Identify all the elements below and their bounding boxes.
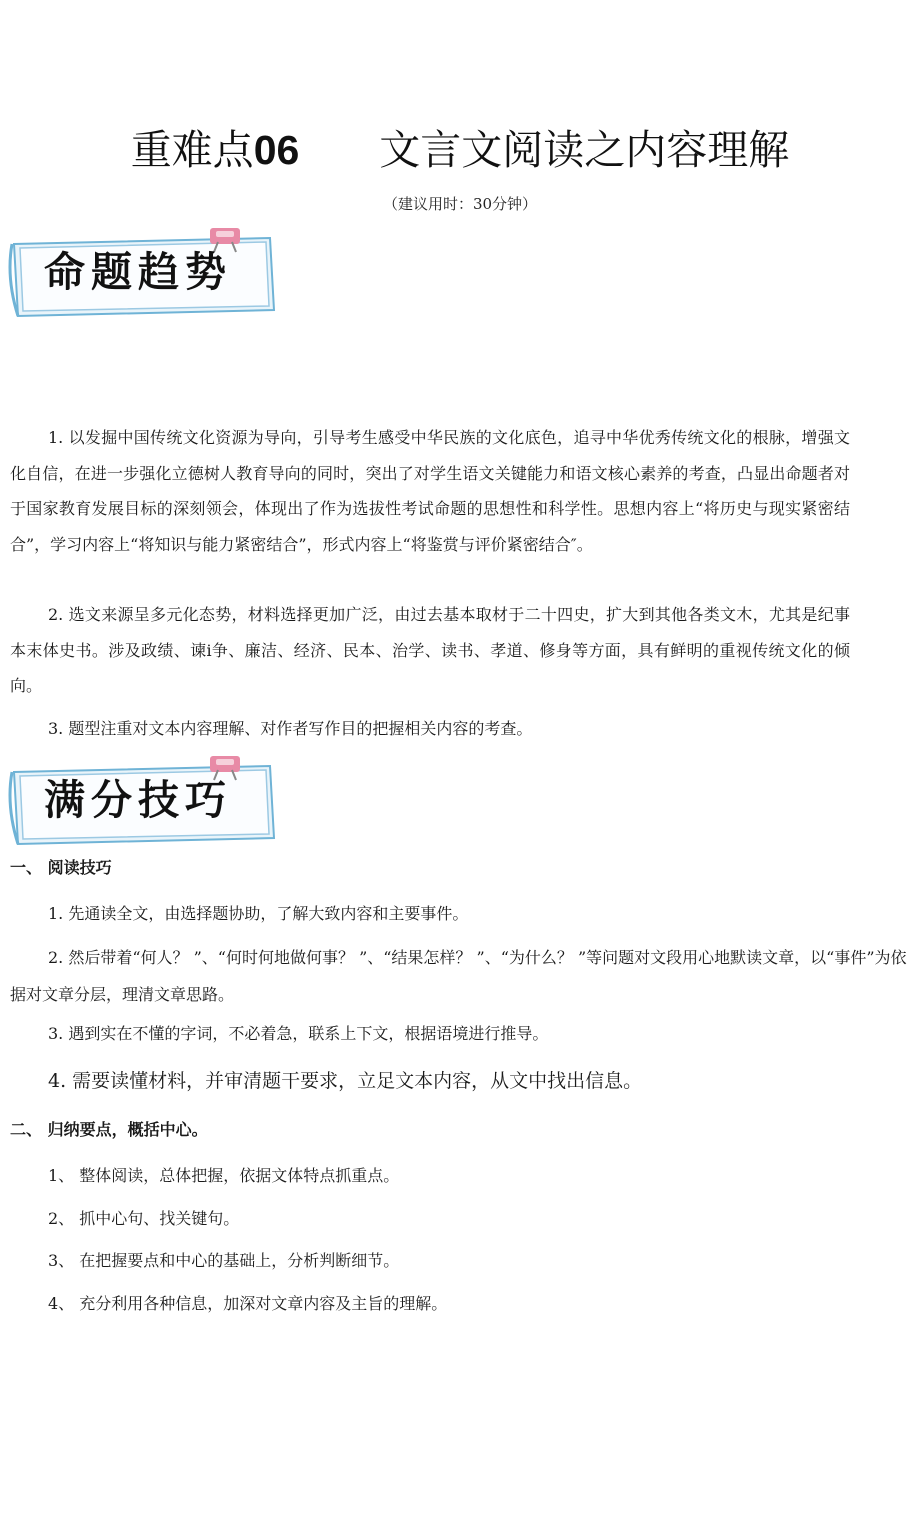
skill-item-4: 4. 需要读懂材料，并审清题干要求，立足文本内容，从文中找出信息。	[48, 1070, 643, 1092]
page-title	[0, 124, 920, 176]
trend-paragraph-2: 2. 选文来源呈多元化态势，材料选择更加广泛，由过去基本取材于二十四史，扩大到其他各类文木，尤其是纪事本末体史书。涉及政绩、谏i争、廉洁、经济、民本、治学、读书、孝道、修身等方面，具有鲜明的重视传统文化的倾向。	[10, 605, 850, 695]
section-heading-summarize: 二、 归纳要点，概括中心。	[10, 1120, 208, 1139]
summary-item-1: 1、 整体阅读，总体把握，依据文体特点抓重点。	[48, 1166, 400, 1185]
skill-item-1: 1. 先通读全文，由选择题协助，了解大致内容和主要事件。	[48, 904, 469, 923]
suggested-time: （建议用时：30分钟）	[382, 195, 538, 213]
summary-item-3: 3、 在把握要点和中心的基础上，分析判断细节。	[48, 1251, 400, 1270]
title-prefix: 重难点	[130, 126, 254, 174]
trend-paragraph-1: 1. 以发掘中国传统文化资源为导向，引导考生感受中华民族的文化底色，追寻中华优秀传统文化的根脉，增强文化自信，在进一步强化立德树人教育导向的同时，突出了对学生语文关键能力和语文核心素养的考查，凸显出命题者对于国家教育发展目标的深刻领会，体现出了作为选拔性考试命题的思想性和科学性。思想内容上“将历史与现实紧密结合”，学习内容上“将知识与能力紧密结合”，形式内容上“将鉴赏与评价紧密结合″。	[10, 428, 850, 554]
summary-item-2: 2、 抓中心句、找关键句。	[48, 1209, 240, 1228]
skill-item-2: 2. 然后带着“何人？ ”、“何时何地做何事？ ”、“结果怎样？ ”、“为什么？ ”等问题对文段用心地默读文章，以“事件”为依据对文章分层，理清文章思路。	[10, 948, 907, 1004]
banner-trend-label: 命题趋势	[44, 248, 232, 296]
banner-skills	[8, 756, 280, 846]
trend-paragraph-3: 3. 题型注重对文本内容理解、对作者写作目的把握相关内容的考查。	[48, 719, 533, 738]
title-main: 文言文阅读之内容理解	[379, 126, 790, 174]
section-heading-reading-skills: 一、 阅读技巧	[10, 858, 112, 877]
banner-skills-label: 满分技巧	[44, 776, 232, 824]
title-number: 06	[253, 127, 300, 173]
summary-item-4: 4、 充分利用各种信息，加深对文章内容及主旨的理解。	[48, 1294, 448, 1313]
skill-item-3: 3. 遇到实在不懂的字词，不必着急，联系上下文，根据语境进行推导。	[48, 1024, 549, 1043]
banner-trend	[8, 228, 280, 318]
